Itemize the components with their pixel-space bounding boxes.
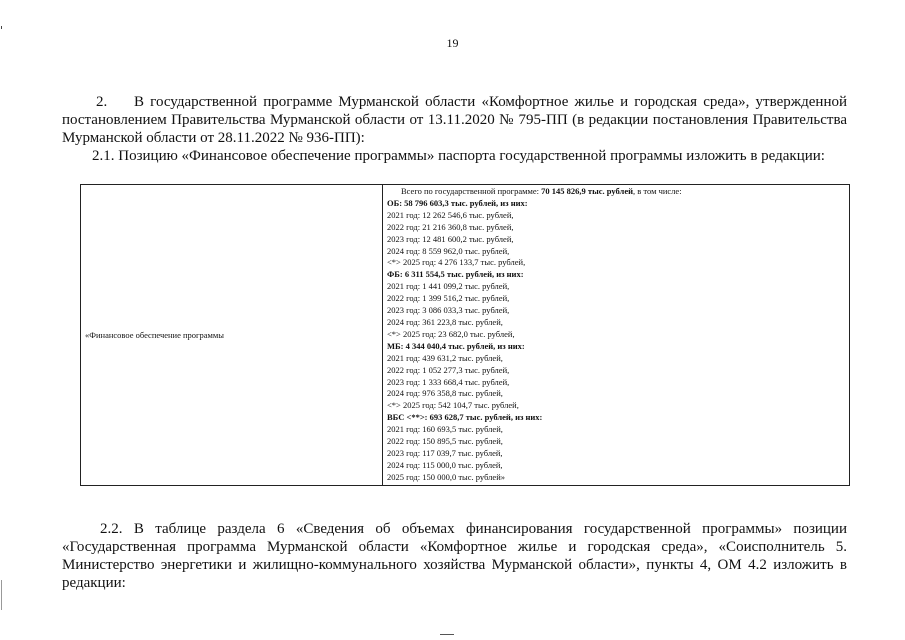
line-text: 2024 год: 976 358,8 тыс. рублей, (387, 388, 503, 399)
table-line (387, 210, 845, 222)
financing-table (80, 184, 850, 486)
line-text: Всего по государственной программе: (401, 186, 542, 196)
table-row (81, 185, 850, 486)
line-text: 2023 год: 12 481 600,2 тыс. рублей, (387, 233, 514, 244)
table-line (387, 460, 845, 472)
line-text: 2024 год: 361 223,8 тыс. рублей, (387, 316, 503, 327)
table-line (387, 269, 845, 281)
table-line (387, 305, 845, 317)
table-line (387, 472, 845, 484)
paragraph-number: 2. (96, 94, 108, 110)
line-text: <*> 2025 год: 23 682,0 тыс. рублей, (387, 328, 515, 339)
paragraph-2 (62, 93, 847, 147)
line-text: <*> 2025 год: 4 276 133,7 тыс. рублей, (387, 257, 526, 268)
line-text: 2023 год: 3 086 033,3 тыс. рублей, (387, 305, 510, 316)
line-text: 2021 год: 439 631,2 тыс. рублей, (387, 352, 503, 363)
line-text: ОБ: 58 796 603,3 тыс. рублей, из них: (387, 197, 528, 208)
line-text: 2024 год: 115 000,0 тыс. рублей, (387, 459, 503, 470)
paragraph-2-1: 2.1. Позицию «Финансовое обеспечение программы» паспорта государственной программы изложить в редакции: (92, 148, 825, 164)
scan-edge-mark (1, 26, 2, 29)
table-line (387, 257, 845, 269)
table-line (387, 222, 845, 234)
line-text: ВБС <**>: 693 628,7 тыс. рублей, из них: (387, 412, 543, 423)
table-line (387, 198, 845, 210)
table-line (387, 246, 845, 258)
table-line (387, 234, 845, 246)
table-line (387, 377, 845, 389)
table-content-cell (383, 185, 850, 486)
line-text: <*> 2025 год: 542 104,7 тыс. рублей, (387, 400, 519, 411)
line-text: ФБ: 6 311 554,5 тыс. рублей, из них: (387, 269, 524, 280)
table-line (387, 365, 845, 377)
line-text: 2021 год: 1 441 099,2 тыс. рублей, (387, 281, 510, 292)
table-line (387, 436, 845, 448)
paragraph-text: В государственной программе Мурманской области «Комфортное жилье и городская среда», утвержденной постановлением Правительства Мурманской области от 13.11.2020 № 795-ПП (в редакции постановления Правительства Мурманской области от 28.11.2022 № 936-ПП): (62, 94, 847, 146)
line-text: 2022 год: 1 052 277,3 тыс. рублей, (387, 364, 510, 375)
table-line (387, 317, 845, 329)
table-line (387, 341, 845, 353)
paragraph-2-2: 2.2. В таблице раздела 6 «Сведения об объемах финансирования государственной программы» позиции «Государственная программа Мурманской области «Комфортное жилье и городская среда», «Соисполнитель 5. Министерство энергетики и жилищно-коммунального хозяйства Мурманской области», пункты 4, ОМ 4.2 изложить в редакции: (62, 521, 847, 591)
line-text: 2024 год: 8 559 962,0 тыс. рублей, (387, 245, 510, 256)
line-text: 2021 год: 160 693,5 тыс. рублей, (387, 424, 503, 435)
table-line (387, 400, 845, 412)
line-total-value: 70 145 826,9 тыс. рублей (541, 186, 633, 196)
line-text: 2021 год: 12 262 546,6 тыс. рублей, (387, 209, 514, 220)
line-text: 2025 год: 150 000,0 тыс. рублей» (387, 471, 505, 482)
table-line (387, 293, 845, 305)
line-text: 2022 год: 150 895,5 тыс. рублей, (387, 436, 503, 447)
line-tail: , в том числе: (633, 186, 682, 196)
footer-mark (440, 634, 454, 635)
line-text: 2023 год: 1 333 668,4 тыс. рублей, (387, 376, 510, 387)
line-text: 2022 год: 21 216 360,8 тыс. рублей, (387, 221, 514, 232)
table-line (387, 388, 845, 400)
table-line (387, 353, 845, 365)
line-text: МБ: 4 344 040,4 тыс. рублей, из них: (387, 340, 525, 351)
page-number: 19 (446, 36, 459, 50)
table-line (387, 186, 845, 198)
table-line (387, 412, 845, 424)
line-text: 2022 год: 1 399 516,2 тыс. рублей, (387, 293, 510, 304)
table-line (387, 281, 845, 293)
table-line (387, 448, 845, 460)
table-line (387, 424, 845, 436)
line-text: 2023 год: 117 039,7 тыс. рублей, (387, 447, 503, 458)
scan-edge-mark (1, 580, 2, 610)
table-line (387, 329, 845, 341)
table-label-cell: «Финансовое обеспечение программы (81, 185, 383, 486)
